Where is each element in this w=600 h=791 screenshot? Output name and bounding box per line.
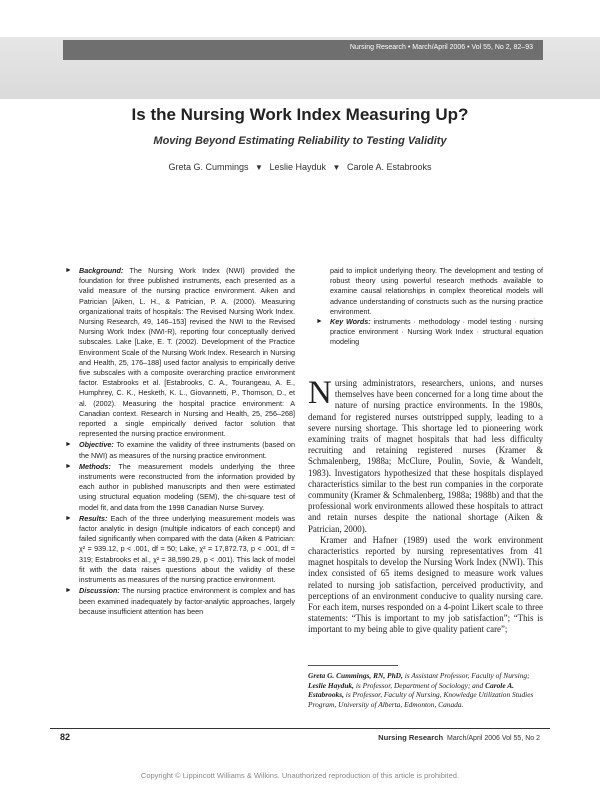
section-label: Background:	[79, 266, 124, 275]
author-name: Carole A. Estabrooks	[346, 162, 432, 172]
bullet-triangle-icon: ►	[65, 587, 72, 595]
abstract-discussion-continued: paid to implicit underlying theory. The development and testing of robust theory using powerful research methods available to examine causal relationships in complex theoretical models will advance understanding of constructs such as the nursing practice environment.	[330, 266, 543, 316]
section-text: instruments · methodology · model testing · nursing practice environment · Nursing Work Index · structural equation modeling	[330, 317, 544, 347]
article-body	[308, 375, 543, 636]
page-number: 82	[60, 732, 71, 742]
section-label: Discussion:	[79, 586, 120, 596]
section-label: Methods:	[79, 461, 111, 471]
affiliation-role: is Professor, Department of Sociology; and	[353, 680, 486, 690]
section-label: Key Words:	[330, 317, 371, 327]
section-text: Each of the three underlying measurement models was factor analytic in design (multiple indicators of each concept) and failed significantly when compared with the data (Aiken & Patrician: χ² = 939.12, p < .001, df = 50; Lake, χ² = 17,872.73, p < .001, df = 319; Estabrooks et al., χ² = 38,590.29, p < .001). This lack of model fit with the data raises questions about the validity of these instruments as measures of the nursing practice environment.	[79, 513, 295, 585]
affiliation-name: Carole A. Estabrooks,	[308, 680, 514, 700]
author-list	[0, 162, 600, 172]
body-paragraph	[308, 375, 543, 535]
affiliation-name: Leslie Hayduk,	[308, 680, 354, 690]
author-affiliations	[308, 671, 543, 709]
section-text: To examine the validity of three instruments (based on the NWI) as measures of the nursing practice environment.	[79, 440, 295, 460]
drop-cap: N	[308, 375, 332, 411]
bullet-triangle-icon: ►	[65, 441, 72, 449]
article-subtitle: Moving Beyond Estimating Reliability to Testing Validity	[153, 135, 447, 147]
paragraph-text: ursing administrators, researchers, unions, and nurses themselves have been concerned for a long time about the nature of nursing practice environments. In the 1980s, demand for registered nurses outstripped supply, leading to a severe nursing shortage. This shortage led to pioneering work examining traits of magnet hospitals that had less difficulty recruiting and retaining registered nurses (Kramer & Schmalenberg, 1988a; McClure, Poulin, Sovie, & Wandelt, 1983). Investigators hypothesized that these hospitals displayed characteristics similar to the best run companies in the corporate community (Kramer & Schmalenberg, 1988a; 1988b) and that the professional work environments allowed these hospitals to attract and retain nurses despite the national shortage (Aiken & Patrician, 2000).	[308, 378, 543, 534]
author-separator-icon: ▼	[255, 163, 263, 172]
article-title: Is the Nursing Work Index Measuring Up?	[131, 105, 469, 124]
bullet-triangle-icon: ►	[65, 514, 72, 522]
affiliation-role: is Professor, Faculty of Nursing, Knowledge Utilization Studies Program, University of Alberta, Edmonton, Canada.	[308, 690, 534, 709]
bullet-triangle-icon: ►	[65, 267, 72, 274]
abstract-methods	[62, 462, 295, 513]
section-text: The nursing practice environment is complex and has been examined inadequately by factor-analytic approaches, largely because insufficient attention has been	[79, 586, 295, 616]
bullet-triangle-icon: ►	[316, 318, 323, 326]
abstract-results	[62, 514, 295, 585]
section-label: Objective:	[79, 440, 114, 450]
footer-issue: March/April 2006 Vol 55, No 2	[447, 735, 540, 742]
journal-citation: Nursing Research • March/April 2006 • Vol 55, No 2, 82–93	[349, 44, 533, 51]
footnote-divider	[308, 665, 398, 666]
footer-journal-name: Nursing Research	[378, 733, 444, 742]
journal-header-bar	[63, 40, 543, 60]
abstract-background	[62, 266, 295, 439]
body-paragraph: Kramer and Hafner (1989) used the work environment characteristics reported by nursing representatives from 41 magnet hospitals to develop the Nursing Work Index (NWI). This index consisted of 65 items designed to measure work values related to nursing job satisfaction, perceived productivity, and perceptions of an environment conducive to quality nursing care. For each item, nurses responded on a 4-point Likert scale to three statements: “This is important to my job satisfaction”; “This is important to my being able to give quality patient care”;	[308, 534, 543, 635]
footer-journal-info	[378, 733, 540, 742]
abstract-left-column	[62, 266, 295, 618]
abstract-objective	[62, 440, 295, 460]
abstract-right-column	[313, 266, 543, 349]
abstract-discussion	[62, 586, 295, 617]
section-text: The measurement models underlying the three instruments were reconstructed from the information provided by each author in published manuscripts and then were estimated using structural equation modeling (SEM), the chi-square test of model fit, and data from the 1998 Canadian Nurse Survey.	[79, 461, 295, 512]
affiliation-role: is Assistant Professor, Faculty of Nursing;	[402, 671, 530, 680]
bullet-triangle-icon: ►	[65, 462, 72, 470]
copyright-notice: Copyright © Lippincott Williams & Wilkins. Unauthorized reproduction of this article is prohibited.	[140, 771, 460, 780]
section-text: The Nursing Work Index (NWI) provided the foundation for three published instruments, each presented as a valid measure of the nursing practice environment. Aiken and Patrician [Aiken, L. H., & Patrician, P. A. (2000). Measuring organizational traits of hospitals: The Revised Nursing Work Index. Nursing Research, 49, 146–153] revised the NWI to the Revised Nursing Work Index (NWI-R), reporting four conceptually derived subscales. Lake [Lake, E. T. (2002). Development of the Practice Environment Scale of the Nursing Work Index. Research in Nursing and Health, 25, 176–188] used factor analysis to empirically derive five subscales with a composite overarching practice environment factor. Estabrooks et al. [Estabrooks, C. A., Tourangeau, A. E., Humphrey, C. K., Hesketh, K. L., Giovannetti, P., Thomson, D., et al. (2002). Measuring the hospital practice environment: A Canadian context. Research in Nursing and Health, 25, 256–268] reported a single empirically derived factor solution that represented the nursing practice environment.	[79, 266, 295, 439]
section-label: Results:	[79, 513, 108, 523]
abstract-keywords	[313, 317, 543, 348]
affiliation-name: Greta G. Cummings, RN, PhD,	[308, 671, 403, 680]
author-separator-icon: ▼	[332, 163, 341, 172]
author-name: Greta G. Cummings	[168, 162, 249, 172]
footer-divider	[50, 728, 550, 729]
author-name: Leslie Hayduk	[269, 162, 326, 172]
